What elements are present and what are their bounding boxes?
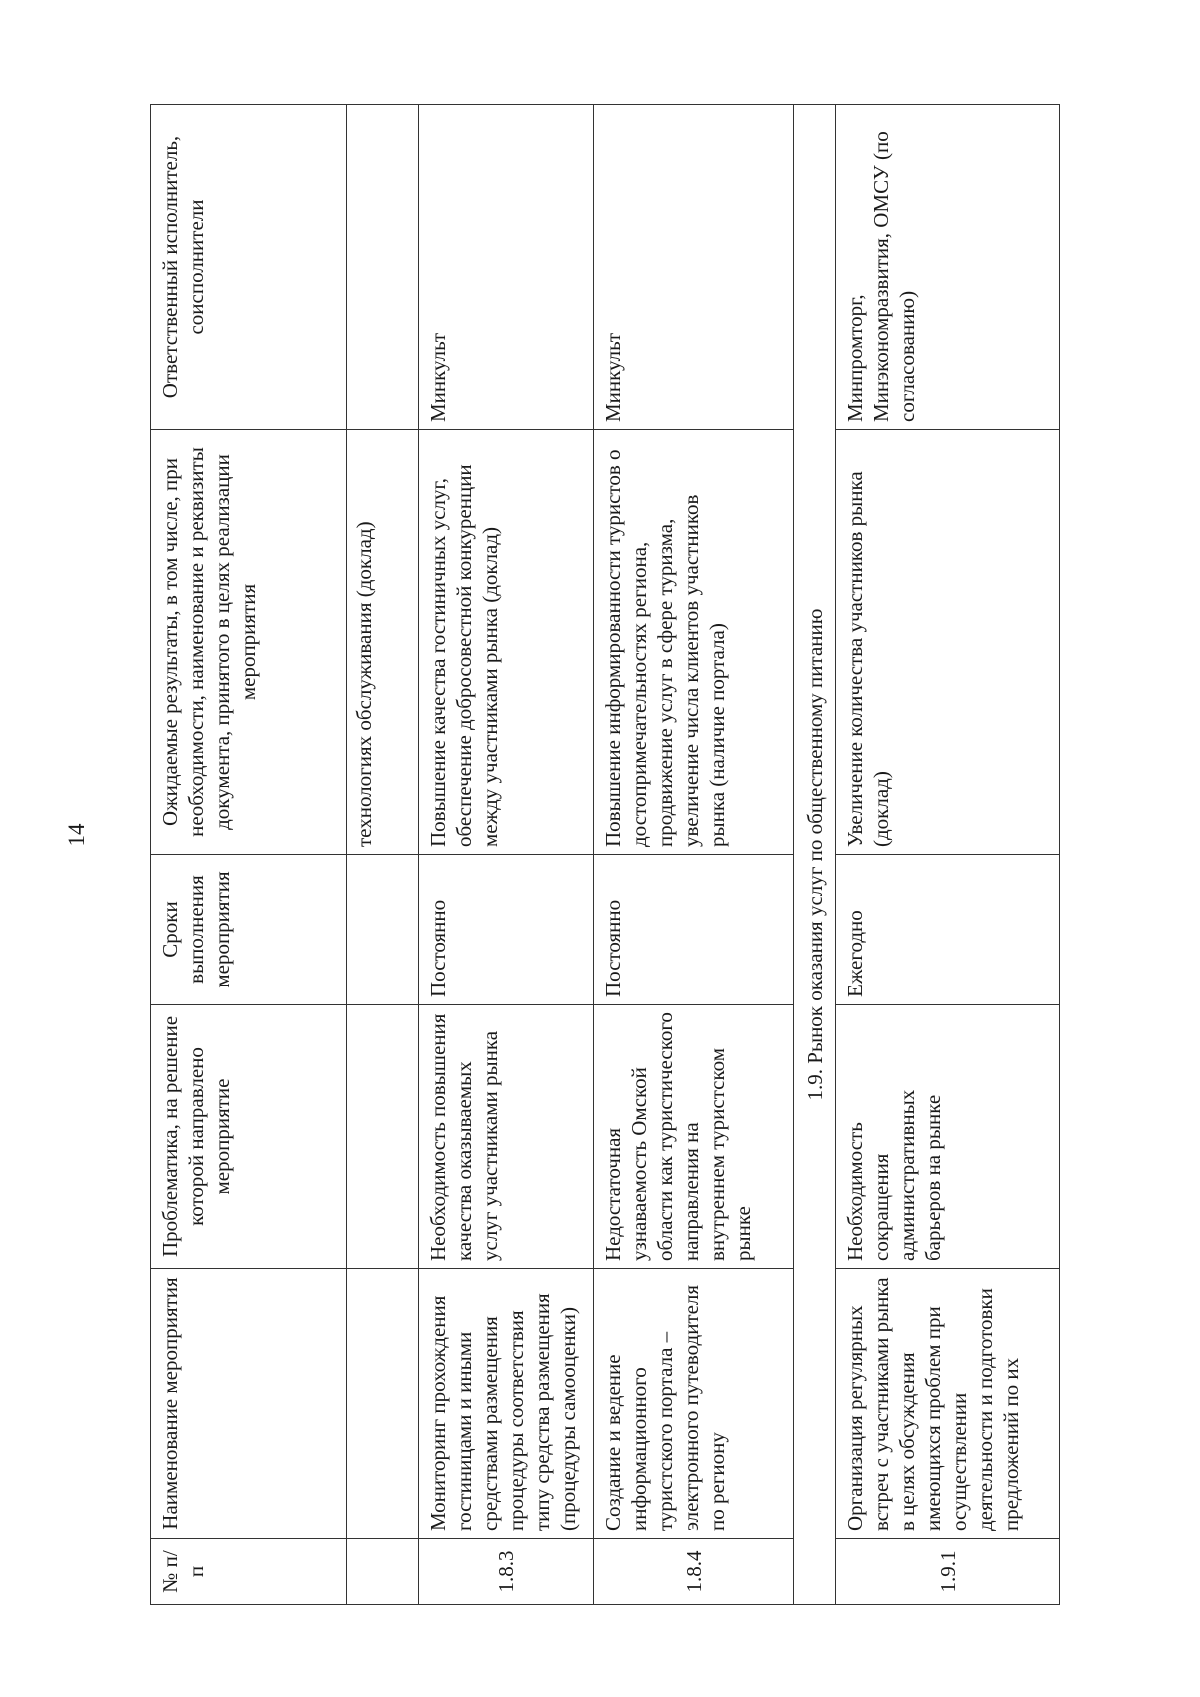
header-executor: Ответственный исполнитель, соисполнители — [151, 105, 347, 430]
cell-problem: Необходимость повышения качества оказываемых услуг участниками рынка — [419, 1005, 594, 1269]
table-row-1-9-1 — [836, 105, 1060, 1605]
cell-term: Постоянно — [419, 855, 594, 1005]
cell-executor: Минкульт — [594, 105, 794, 430]
cell-problem: Необходимость сокращения административных барьеров на рынке — [836, 1005, 1060, 1269]
cell-executor: Минкульт — [419, 105, 594, 430]
header-num: № п/п — [151, 1539, 347, 1605]
cell-result: Повышение информированности туристов о достопримечательностях региона, продвижение услуг в сфере туризма, увеличение числа клиентов участников рынка (наличие портала) — [594, 430, 794, 855]
header-term: Сроки выполнения мероприятия — [151, 855, 347, 1005]
cell-term: Постоянно — [594, 855, 794, 1005]
cell-result: технологиях обслуживания (доклад) — [347, 430, 419, 855]
cell-num: 1.9.1 — [836, 1539, 1060, 1605]
cell-num — [347, 1539, 419, 1605]
cell-name: Мониторинг прохождения гостиницами и иными средствами размещения процедуры соответствия типу средства размещения (процедуры самооценки) — [419, 1269, 594, 1539]
cell-name — [347, 1269, 419, 1539]
header-problem: Проблематика, на решение которой направлено мероприятие — [151, 1005, 347, 1269]
cell-executor: Минпромторг, Минэкономразвития, ОМСУ (по согласованию) — [836, 105, 1060, 430]
cell-result: Повышение качества гостиничных услуг, обеспечение добросовестной конкуренции между участниками рынка (доклад) — [419, 430, 594, 855]
cell-name: Организация регулярных встреч с участниками рынка в целях обсуждения имеющихся проблем при осуществлении деятельности и подготовки предложений по их — [836, 1269, 1060, 1539]
header-row — [151, 105, 347, 1605]
cell-num: 1.8.3 — [419, 1539, 594, 1605]
section-row — [794, 105, 836, 1605]
header-result: Ожидаемые результаты, в том числе, при необходимости, наименование и реквизиты документа, принятого в целях реализации мероприятия — [151, 430, 347, 855]
header-name: Наименование мероприятия — [151, 1269, 347, 1539]
table-row-1-8-4 — [594, 105, 794, 1605]
table-row-1-8-3 — [419, 105, 594, 1605]
cell-problem: Недостаточная узнаваемость Омской области как туристического направления на внутреннем туристском рынке — [594, 1005, 794, 1269]
cell-num: 1.8.4 — [594, 1539, 794, 1605]
section-title: 1.9. Рынок оказания услуг по общественному питанию — [794, 105, 836, 1605]
cell-term: Ежегодно — [836, 855, 1060, 1005]
page-number: 14 — [64, 823, 89, 847]
cell-term — [347, 855, 419, 1005]
measures-table — [150, 104, 1060, 1605]
rotated-table-wrapper — [150, 105, 1060, 1605]
cell-problem — [347, 1005, 419, 1269]
table-row-continuation — [347, 105, 419, 1605]
cell-result: Увеличение количества участников рынка (доклад) — [836, 430, 1060, 855]
cell-executor — [347, 105, 419, 430]
cell-name: Создание и ведение информационного туристского портала – электронного путеводителя по региону — [594, 1269, 794, 1539]
